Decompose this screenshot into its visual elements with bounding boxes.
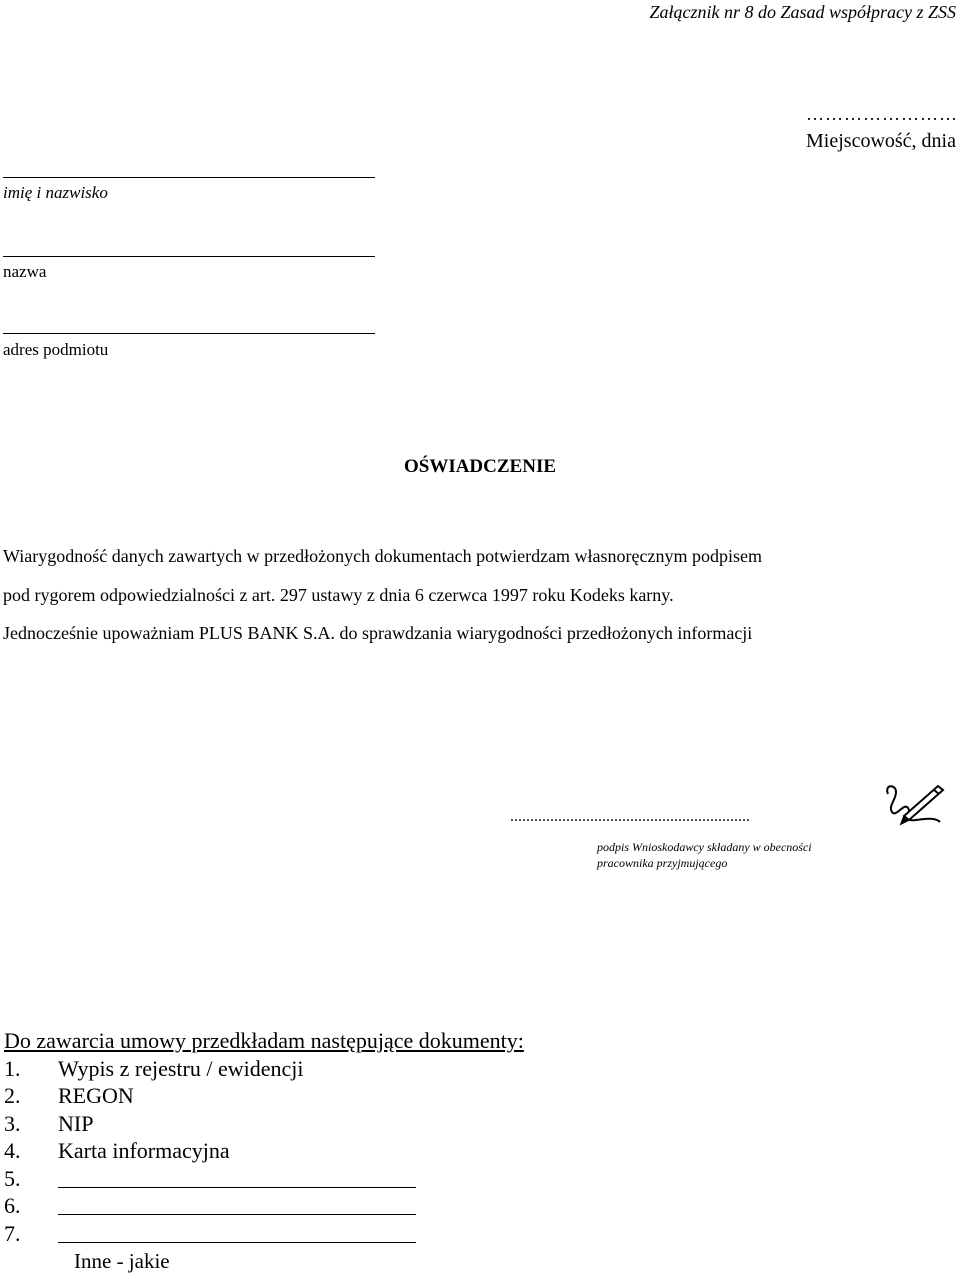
pen-signature-icon: [882, 782, 946, 832]
list-item: NIP: [58, 1111, 94, 1136]
list-item: REGON: [58, 1083, 134, 1108]
name-label: imię i nazwisko: [3, 183, 108, 202]
name-line: [3, 177, 375, 178]
documents-heading: Do zawarcia umowy przedkładam następujące dokumenty:: [4, 1028, 524, 1053]
entity-name-label: nazwa: [3, 262, 47, 281]
list-item-number: 6.: [4, 1193, 21, 1218]
signature-blank: ............................................................: [510, 808, 750, 825]
statement-line: Jednocześnie upoważniam PLUS BANK S.A. do sprawdzania wiarygodności przedłożonych informacji: [3, 623, 753, 643]
list-item-number: 3.: [4, 1111, 21, 1136]
list-item-number: 2.: [4, 1083, 21, 1108]
list-item-number: 1.: [4, 1056, 21, 1081]
list-item: Wypis z rejestru / ewidencji: [58, 1056, 304, 1081]
place-date-label: Miejscowość, dnia: [806, 130, 956, 152]
list-item-number: 7.: [4, 1221, 21, 1246]
annex-reference: Załącznik nr 8 do Zasad współpracy z ZSS: [649, 2, 956, 22]
entity-name-line: [3, 256, 375, 257]
blank-line: [58, 1242, 416, 1243]
statement-line: pod rygorem odpowiedzialności z art. 297 ustawy z dnia 6 czerwca 1997 roku Kodeks karny.: [3, 585, 674, 605]
document-title: OŚWIADCZENIE: [403, 456, 557, 477]
place-date-blank: ……………………: [806, 104, 958, 124]
address-line: [3, 333, 375, 334]
signature-caption: pracownika przyjmującego: [597, 856, 728, 870]
blank-line: [58, 1187, 416, 1188]
other-documents-note: Inne - jakie: [74, 1249, 170, 1273]
signature-caption: podpis Wnioskodawcy składany w obecności: [597, 840, 812, 854]
blank-line: [58, 1214, 416, 1215]
list-item-number: 4.: [4, 1138, 21, 1163]
list-item-number: 5.: [4, 1166, 21, 1191]
address-label: adres podmiotu: [3, 340, 109, 359]
list-item: Karta informacyjna: [58, 1138, 230, 1163]
statement-line: Wiarygodność danych zawartych w przedłożonych dokumentach potwierdzam własnoręcznym podpisem: [3, 546, 763, 566]
